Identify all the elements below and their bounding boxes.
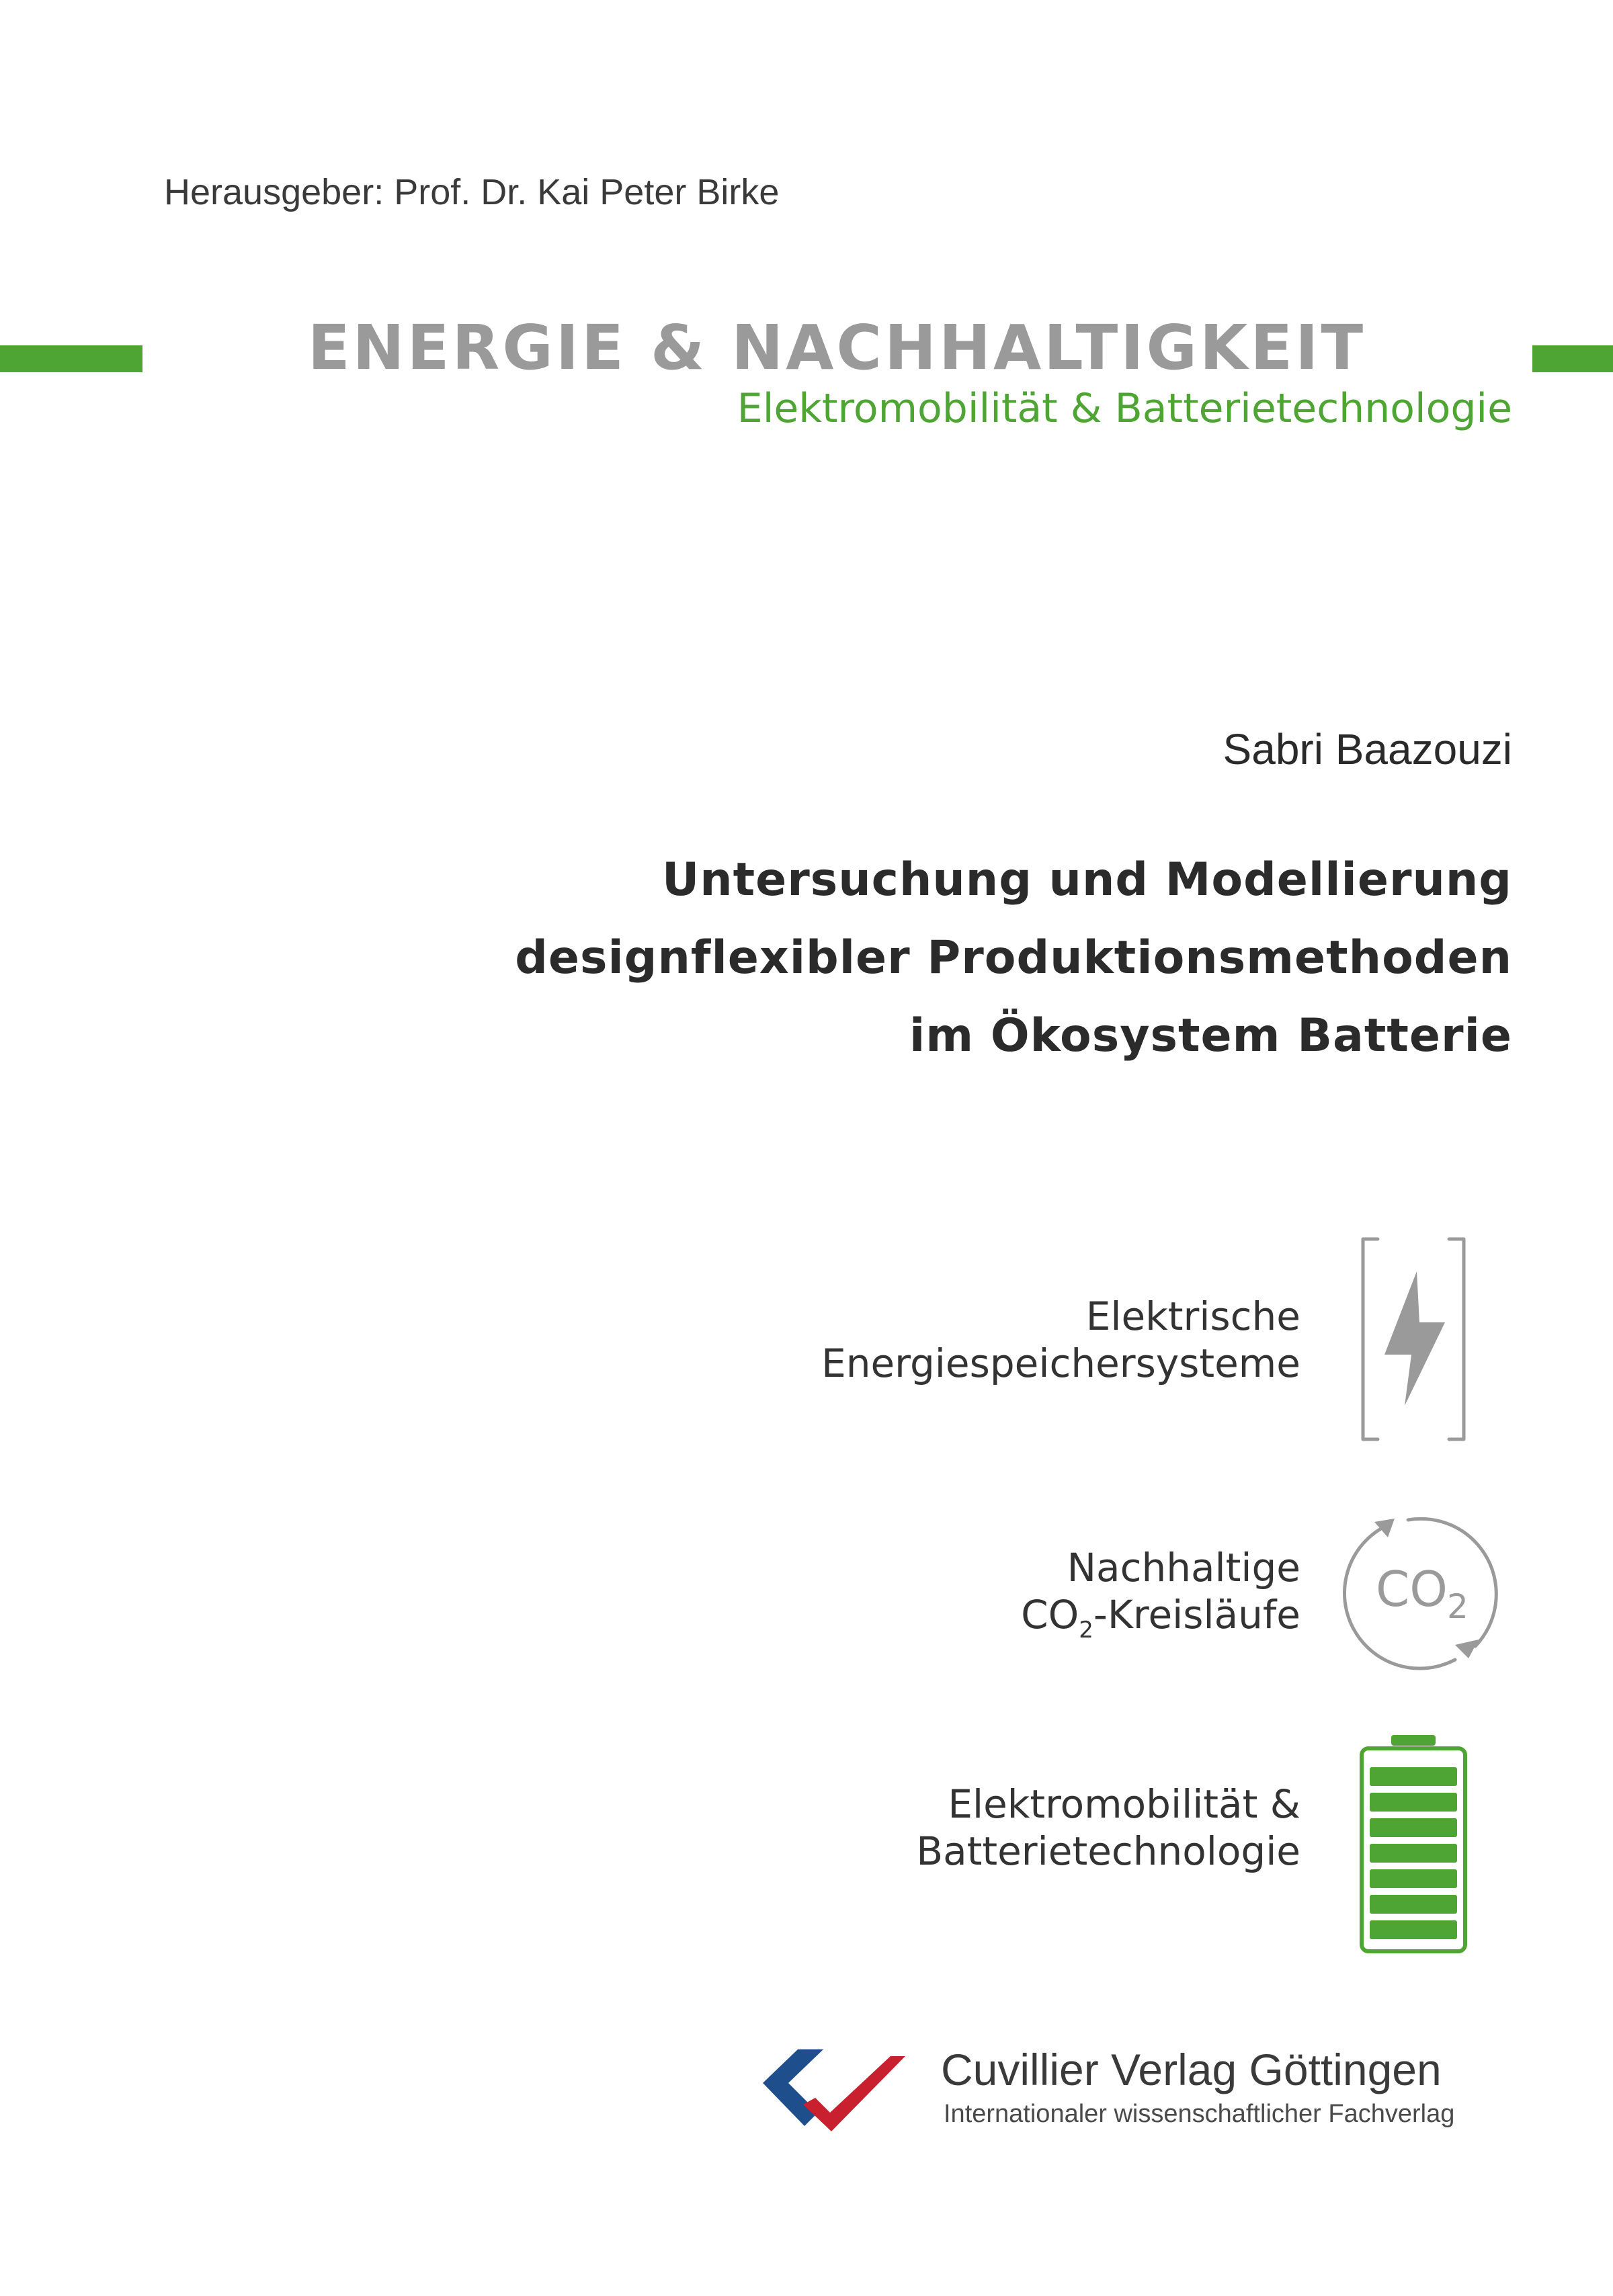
topic-emobility — [916, 1781, 1300, 1875]
green-bar-right — [1532, 345, 1613, 372]
topic-line: Elektrische — [1085, 1293, 1300, 1339]
co2-icon-text: CO — [1376, 1561, 1448, 1617]
book-title — [515, 841, 1512, 1075]
publisher-name: Cuvillier Verlag Göttingen — [941, 2045, 1442, 2094]
co2-subscript: 2 — [1079, 1617, 1093, 1644]
topic-line-rest: -Kreisläufe — [1093, 1592, 1300, 1638]
topic-line: Batterietechnologie — [916, 1828, 1300, 1874]
author-name: Sabri Baazouzi — [1223, 725, 1512, 773]
topic-line — [1021, 1591, 1300, 1654]
topic-energy-storage — [821, 1293, 1300, 1387]
green-bar-left — [0, 345, 142, 372]
co2-text: CO — [1021, 1592, 1079, 1638]
topic-line: Nachhaltige — [1067, 1545, 1300, 1590]
topic-line: Energiespeichersysteme — [821, 1341, 1300, 1386]
co2-cycle-icon — [1334, 1505, 1509, 1676]
battery-full-icon — [1358, 1734, 1469, 1955]
editor-line: Herausgeber: Prof. Dr. Kai Peter Birke — [164, 172, 780, 212]
series-title: ENERGIE & NACHHALTIGKEIT — [307, 312, 1366, 384]
book-title-line: designflexibler Produktionsmethoden — [515, 931, 1512, 984]
book-title-line: Untersuchung und Modellierung — [662, 853, 1512, 906]
series-subtitle: Elektromobilität & Batterietechnologie — [737, 385, 1512, 432]
publisher-tagline: Internationaler wissenschaftlicher Fachverlag — [944, 2100, 1455, 2128]
battery-bolt-icon — [1358, 1236, 1469, 1442]
book-title-line: im Ökosystem Batterie — [909, 1009, 1512, 1062]
co2-icon-subscript: 2 — [1447, 1587, 1469, 1626]
topic-line: Elektromobilität & — [948, 1781, 1300, 1827]
topic-co2-cycles — [1021, 1544, 1300, 1654]
publisher-logo-icon — [756, 2043, 907, 2137]
